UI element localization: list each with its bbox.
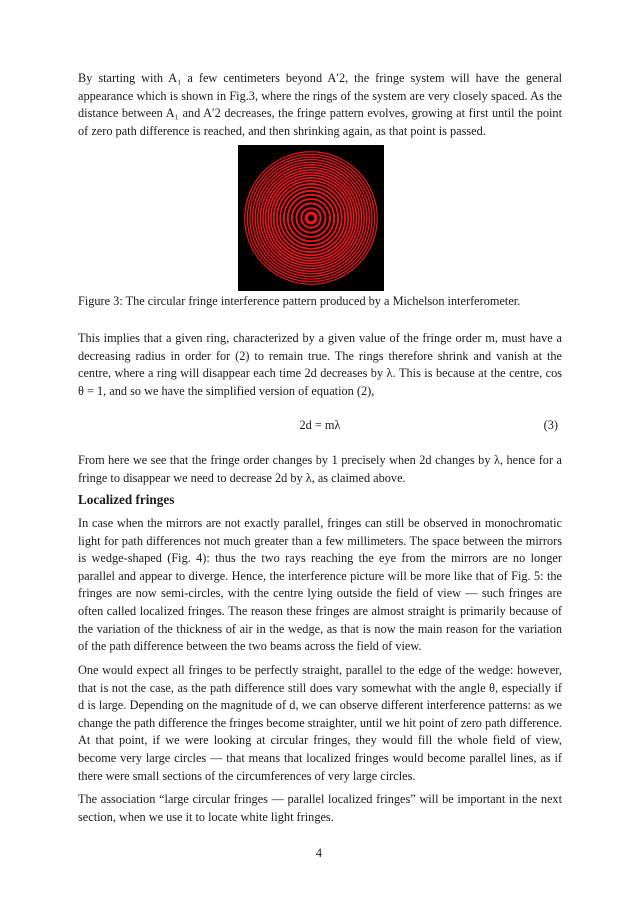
fringe-ring: [271, 178, 351, 258]
fringe-ring: [247, 154, 374, 281]
fringe-ring: [301, 208, 320, 227]
fringe-ring: [274, 181, 348, 255]
fringe-ring: [245, 152, 377, 284]
fringe-ring: [255, 162, 367, 274]
fringe-ring: [280, 187, 341, 248]
equation-body: 2d = mλ: [299, 418, 341, 432]
fringe-ring: [288, 195, 334, 241]
paragraph-fringe-evolution: By starting with A₁ a few centimeters beyond A′2, the fringe system will have the general appearance which is shown in Fig.3, where the rings of the system are very closely spaced. As the distance between A₁ and A′2 decreases, the fringe pattern evolves, growing at first until the point of zero path difference is reached, and then shrinking again, as that point is passed.: [78, 71, 562, 138]
equation-number: (3): [543, 418, 558, 432]
fringe-ring: [260, 167, 361, 268]
circular-fringe-figure: [238, 145, 384, 291]
paragraph-straight-fringes: One would expect all fringes to be perfectly straight, parallel to the edge of the wedge: however, that is not the case, as the path difference still does vary somewhat with the angle θ, especially if d is large. Depending on the magnitude of d, we can observe different interference patterns: as we change the path difference the fringes become straighter, until we hit point of zero path difference. At that point, if we were looking at circular fringes, they would fill the whole field of view, become very large circles — that means that localized fringes would become parallel lines, as if there were small sections of the circumferences of very large circles.: [78, 663, 562, 783]
equation-3: [78, 418, 562, 436]
fringe-ring: [292, 199, 330, 237]
fringe-center-ring: [306, 213, 316, 223]
paragraph-association: The association “large circular fringes — parallel localized fringes” will be important in the next section, when we use it to locate white light fringes.: [78, 792, 562, 824]
figure-caption: Figure 3: The circular fringe interference pattern produced by a Michelson interferometer.: [78, 294, 521, 308]
page-number: 4: [315, 846, 323, 860]
paragraph-localized-intro: In case when the mirrors are not exactly parallel, fringes can still be observed in monochromatic light for path differences not much greater than a few millimeters. The space between the mirrors is wedge-shaped (Fig. 4): thus the two rays reaching the eye from the mirrors are no longer parallel and appear to diverge. Hence, the interference picture will be more like that of Fig. 5: the fringes are now semi-circles, with the centre lying outside the field of view — such fringes are often called localized fringes. The reason these fringes are almost straight is primarily because of the variation of the thickness of air in the wedge, as that is now the main reason for the variation of the path difference between the two beams across the field of view.: [78, 516, 562, 654]
paragraph-ring-radius: This implies that a given ring, characterized by a given value of the fringe order m, must have a decreasing radius in order for (2) to remain true. The rings therefore shrink and vanish at the centre, where a ring will disappear each time 2d decreases by λ. This is because at the centre, cos θ = 1, and so we have the simplified version of equation (2),: [78, 331, 562, 398]
section-heading: Localized fringes: [78, 492, 175, 507]
fringe-ring: [266, 173, 357, 264]
fringe-pattern-image: [238, 145, 384, 291]
paragraph-fringe-order: From here we see that the fringe order changes by 1 precisely when 2d changes by λ, hence for a fringe to disappear we need to decrease 2d by λ, as claimed above.: [78, 453, 562, 485]
